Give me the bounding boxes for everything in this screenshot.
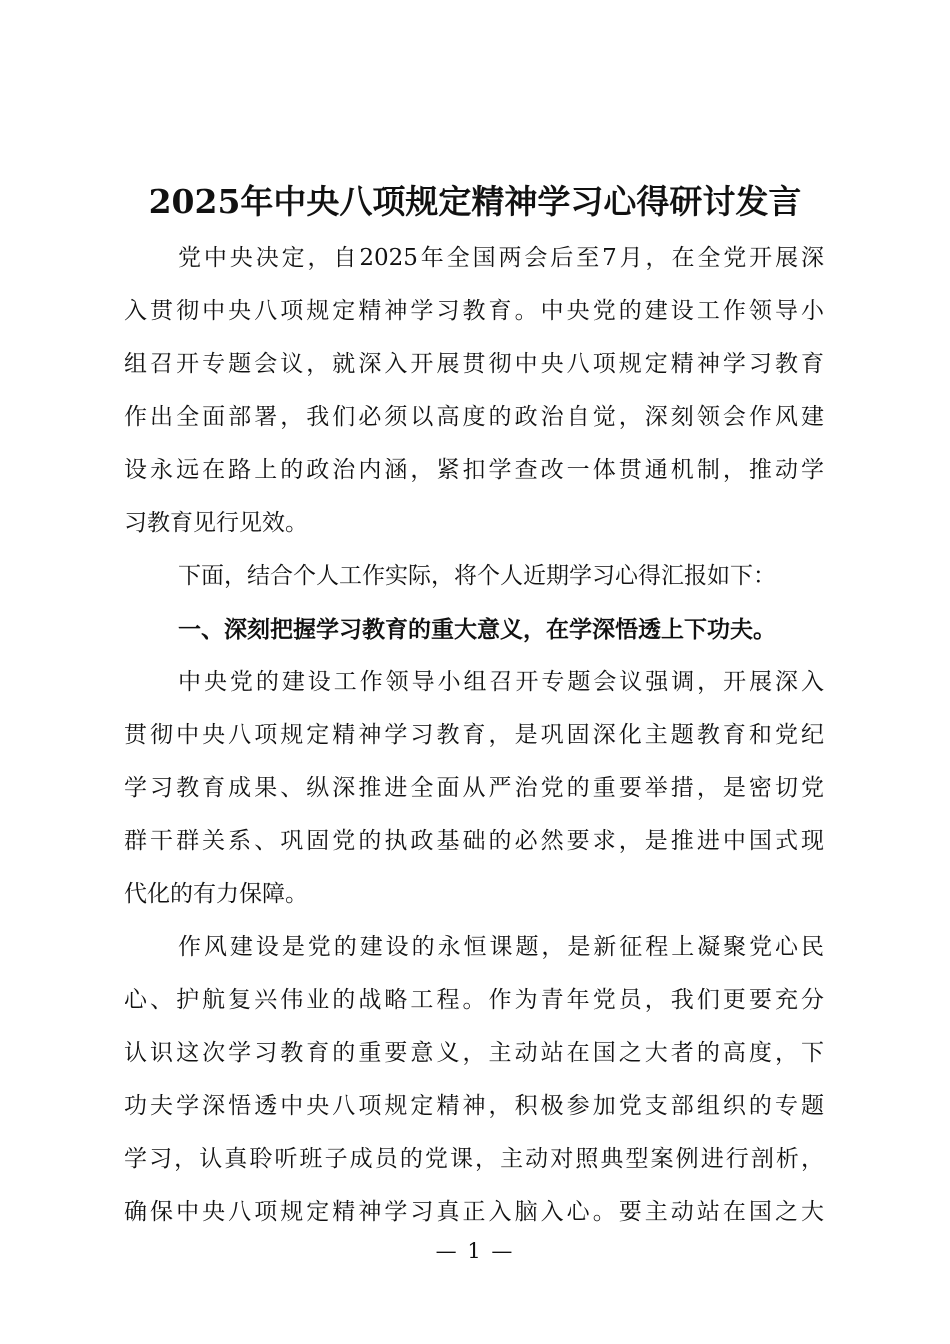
paragraph-significance xyxy=(124,656,824,921)
text-line: 心、护航复兴伟业的战略工程。作为青年党员，我们更要充分 xyxy=(124,987,824,1013)
section-heading: 一、深刻把握学习教育的重大意义，在学深悟透上下功夫。 xyxy=(178,616,776,643)
document-title: 2025年中央八项规定精神学习心得研讨发言 xyxy=(148,182,802,221)
text-line: 学习，认真聆听班子成员的党课，主动对照典型案例进行剖析， xyxy=(124,1146,824,1172)
text-line: 群干群关系、巩固党的执政基础的必然要求，是推进中国式现 xyxy=(124,828,824,854)
text-line: 贯彻中央八项规定精神学习教育，是巩固深化主题教育和党纪 xyxy=(124,722,824,748)
text-line: 功夫学深悟透中央八项规定精神，积极参加党支部组织的专题 xyxy=(124,1093,824,1119)
paragraph-intro xyxy=(124,232,824,550)
section-heading-1 xyxy=(124,603,824,656)
text-line: 学习教育成果、纵深推进全面从严治党的重要举措，是密切党 xyxy=(124,775,824,801)
text-line: 入贯彻中央八项规定精神学习教育。中央党的建设工作领导小 xyxy=(124,298,824,324)
text-line: 代化的有力保障。 xyxy=(124,881,308,907)
text-line: 下面，结合个人工作实际，将个人近期学习心得汇报如下： xyxy=(178,563,776,589)
text-line: 作出全面部署，我们必须以高度的政治自觉，深刻领会作风建 xyxy=(124,404,824,430)
text-line: 确保中央八项规定精神学习真正入脑入心。要主动站在国之大 xyxy=(124,1199,824,1225)
paragraph-work-style xyxy=(124,921,824,1239)
paragraph-transition xyxy=(124,550,824,603)
document-body xyxy=(124,232,824,1239)
text-line: 党中央决定，自2025年全国两会后至7月，在全党开展深 xyxy=(178,245,824,271)
text-line: 中央党的建设工作领导小组召开专题会议强调，开展深入 xyxy=(178,669,824,695)
page-number: — 1 — xyxy=(435,1239,515,1263)
text-line: 习教育见行见效。 xyxy=(124,510,308,536)
text-line: 设永远在路上的政治内涵，紧扣学查改一体贯通机制，推动学 xyxy=(124,457,824,483)
text-line: 认识这次学习教育的重要意义，主动站在国之大者的高度，下 xyxy=(124,1040,824,1066)
text-line: 作风建设是党的建设的永恒课题，是新征程上凝聚党心民 xyxy=(178,934,824,960)
text-line: 组召开专题会议，就深入开展贯彻中央八项规定精神学习教育 xyxy=(124,351,824,377)
